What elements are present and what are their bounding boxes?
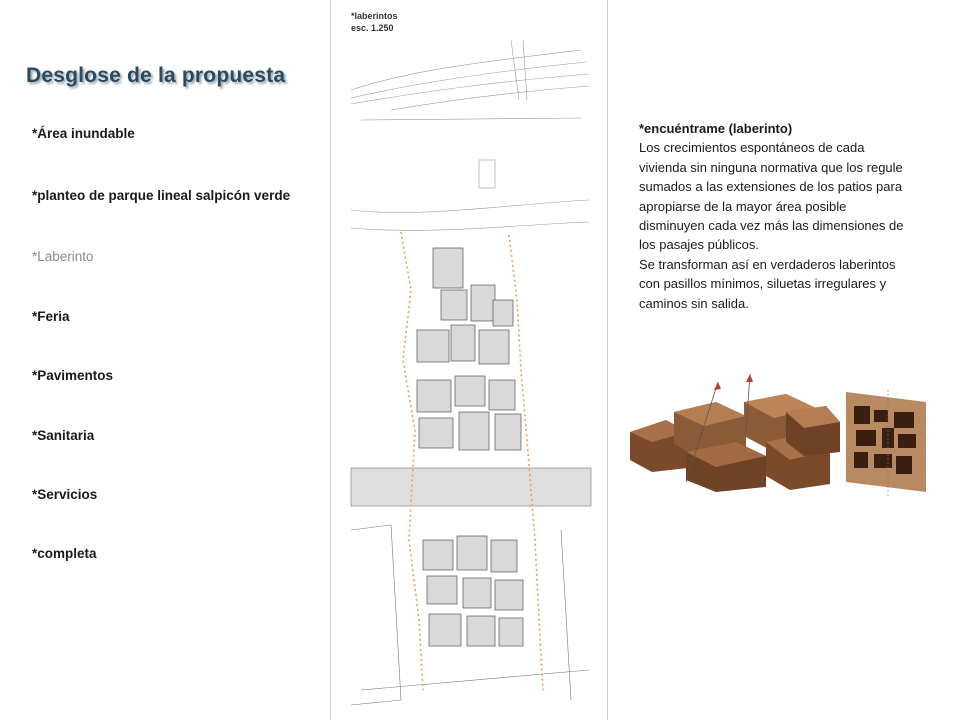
description-block xyxy=(639,119,909,313)
menu-item-servicios[interactable]: *Servicios xyxy=(32,487,98,502)
plan-title: *laberintos xyxy=(351,11,398,21)
description-paragraph-1: Los crecimientos espontáneos de cada vivienda sin ninguna normativa que los regule sumados a las extensiones de los patios para apropiarse de la mayor área posible disminuyen cada vez más las dimensiones de los pasajes públicos. xyxy=(639,140,904,253)
menu-item-laberinto[interactable]: *Laberinto xyxy=(32,249,94,264)
menu-item-pavimentos[interactable]: *Pavimentos xyxy=(32,368,114,383)
menu-item-feria[interactable]: *Feria xyxy=(32,309,70,324)
laberinto-plan-silhouette xyxy=(846,390,926,496)
plan-scale: esc. 1.250 xyxy=(351,23,394,33)
menu-item-parque-lineal[interactable]: *planteo de parque lineal salpicón verde xyxy=(32,188,291,203)
site-plan-drawing xyxy=(330,0,608,720)
menu-item-sanitaria[interactable]: *Sanitaria xyxy=(32,428,95,443)
description-paragraph-2: Se transforman así en verdaderos laberintos con pasillos mínimos, siluetas irregulares y caminos sin salida. xyxy=(639,256,896,311)
massing-models-image xyxy=(626,372,936,497)
menu-item-area-inundable[interactable]: *Área inundable xyxy=(32,126,135,141)
menu-item-completa[interactable]: *completa xyxy=(32,546,97,561)
description-heading: *encuéntrame (laberinto) xyxy=(639,121,793,136)
laberinto-3d-model xyxy=(630,374,840,492)
page-title: Desglose de la propuesta xyxy=(26,64,286,87)
plan-lines-graphic xyxy=(331,0,607,720)
massing-models-graphic xyxy=(626,372,936,497)
